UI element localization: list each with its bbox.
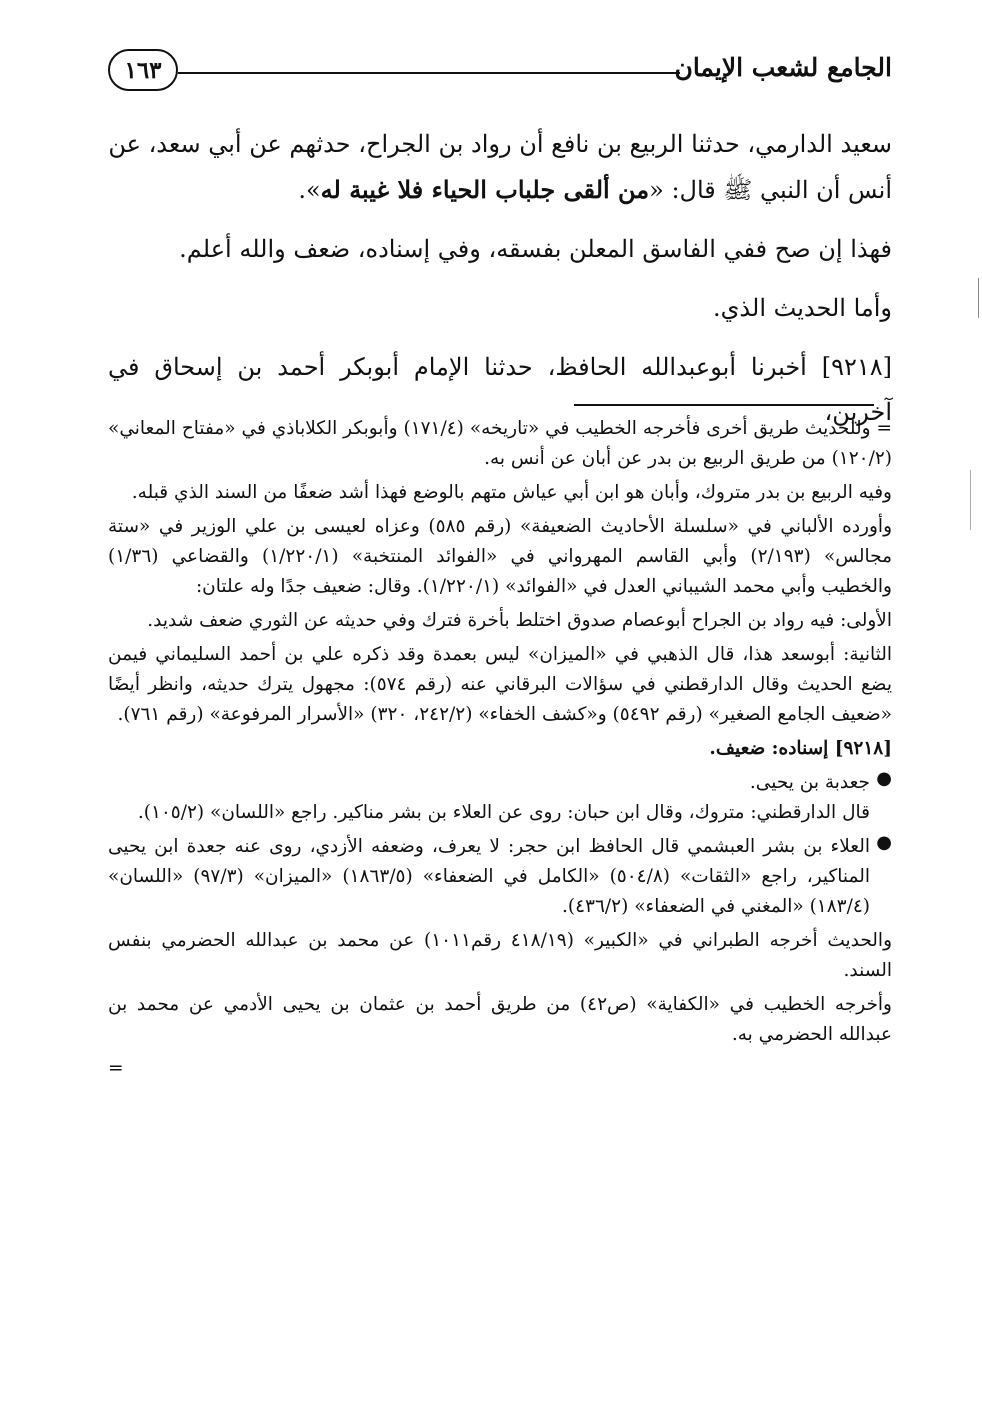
page-number: ١٦٣ <box>108 49 178 91</box>
main-line <box>108 167 892 213</box>
footnote-paragraph: وفيه الربيع بن بدر متروك، وأبان هو ابن أبي عياش متهم بالوضع فهذا أشد ضعفًا من السند الذي قبله. <box>131 482 892 503</box>
footnote-paragraph: وأخرجه الخطيب في «الكفاية» (ص٤٢) من طريق أحمد بن عثمان بن يحيى الأدمي عن محمد بن عبدالله الحضرمي به. <box>108 994 892 1045</box>
bullet-icon: ● <box>876 832 892 853</box>
bullet-icon: ● <box>876 768 892 789</box>
running-title: الجامع لشعب الإيمان <box>674 53 892 82</box>
main-line-suffix: ». <box>298 176 321 204</box>
header-rule <box>178 72 680 74</box>
footnote-paragraph: والحديث أخرجه الطبراني في «الكبير» (٤١٨/١٩ رقم١٠١١) عن محمد بن عبدالله الحضرمي بنفس السند. <box>108 930 892 981</box>
footnotes <box>108 414 892 1088</box>
main-line: وأما الحديث الذي. <box>713 294 892 322</box>
main-line: فهذا إن صح ففي الفاسق المعلن بفسقه، وفي إسناده، ضعف والله أعلم. <box>179 235 892 263</box>
footnote-paragraph: الأولى: فيه رواد بن الجراح أبوعصام صدوق اختلط بأخرة فترك وفي حديثه عن الثوري ضعف شديد. <box>147 610 892 631</box>
scan-artifact <box>978 278 979 318</box>
footnote-paragraph: وأورده الألباني في «سلسلة الأحاديث الضعيفة» (رقم ٥٨٥) وعزاه لعيسى بن علي الوزير في «ستة مجالس» (٢/١٩٣) وأبي القاسم المهرواني في «الفوائد المنتخبة» (١/٢٢٠/١) والقضاعي (١/٣٦) والخطيب وأبي محمد الشيباني العدل في «الفوائد» (١/٢٢٠/١). وقال: ضعيف جدًا وله علتان: <box>108 516 892 597</box>
main-line: سعيد الدارمي، حدثنا الربيع بن نافع أن رواد بن الجراح، حدثهم عن أبي سعد، عن <box>108 130 892 158</box>
footnote-bullet <box>108 832 892 922</box>
footnote-paragraph: = وللحديث طريق أخرى فأخرجه الخطيب في «تاريخه» (١٧١/٤) وأبوبكر الكلاباذي في «مفتاح المعاني» (١٢٠/٢) من طريق الربيع بن بدر عن أبان عن أنس به. <box>108 418 892 469</box>
main-text <box>108 122 892 435</box>
continuation-mark: = <box>108 1058 124 1079</box>
bullet-title: جعدبة بن يحيى. <box>749 772 870 793</box>
bullet-text: قال الدارقطني: متروك، وقال ابن حبان: روى عن العلاء بن بشر مناكير. راجع «اللسان» (١٠٥/٢). <box>137 802 870 823</box>
bullet-text: العلاء بن بشر العبشمي قال الحافظ ابن حجر: لا يعرف، وضعفه الأزدي، روى عنه جعدة ابن يحيى المناكير، راجع «الثقات» (٥٠٤/٨) «الكامل في الضعفاء» (١٨٦٣/٥) «الميزان» (٩٧/٣) «اللسان» (١٨٣/٤) «المغني في الضعفاء» (٤٣٦/٢). <box>108 836 870 917</box>
scan-artifact <box>970 470 971 530</box>
hadith-text: من ألقى جلباب الحياء فلا غيبة له <box>320 175 650 204</box>
footnote-heading: [٩٢١٨] إسناده: ضعيف. <box>709 738 892 759</box>
page-header <box>108 45 892 105</box>
main-line: [٩٢١٨] أخبرنا أبوعبدالله الحافظ، حدثنا الإمام أبوبكر أحمد بن إسحاق في آخرين، <box>108 353 892 426</box>
footnote-separator <box>574 404 874 406</box>
footnote-paragraph: الثانية: أبوسعد هذا، قال الذهبي في «الميزان» ليس بعمدة وقد ذكره علي بن أحمد السليماني فيمن يضع الحديث وقال الدارقطني في سؤالات البرقاني عنه (رقم ٥٧٤): مجهول يترك حديثه، وانظر أيضًا «ضعيف الجامع الصغير» (رقم ٥٤٩٢) و«كشف الخفاء» (٢٤٢/٢، ٣٢٠) «الأسرار المرفوعة» (رقم ٧٦١). <box>108 644 892 725</box>
footnote-bullet <box>108 768 892 828</box>
main-line-prefix: أنس أن النبي ﷺ قال: « <box>649 176 892 204</box>
